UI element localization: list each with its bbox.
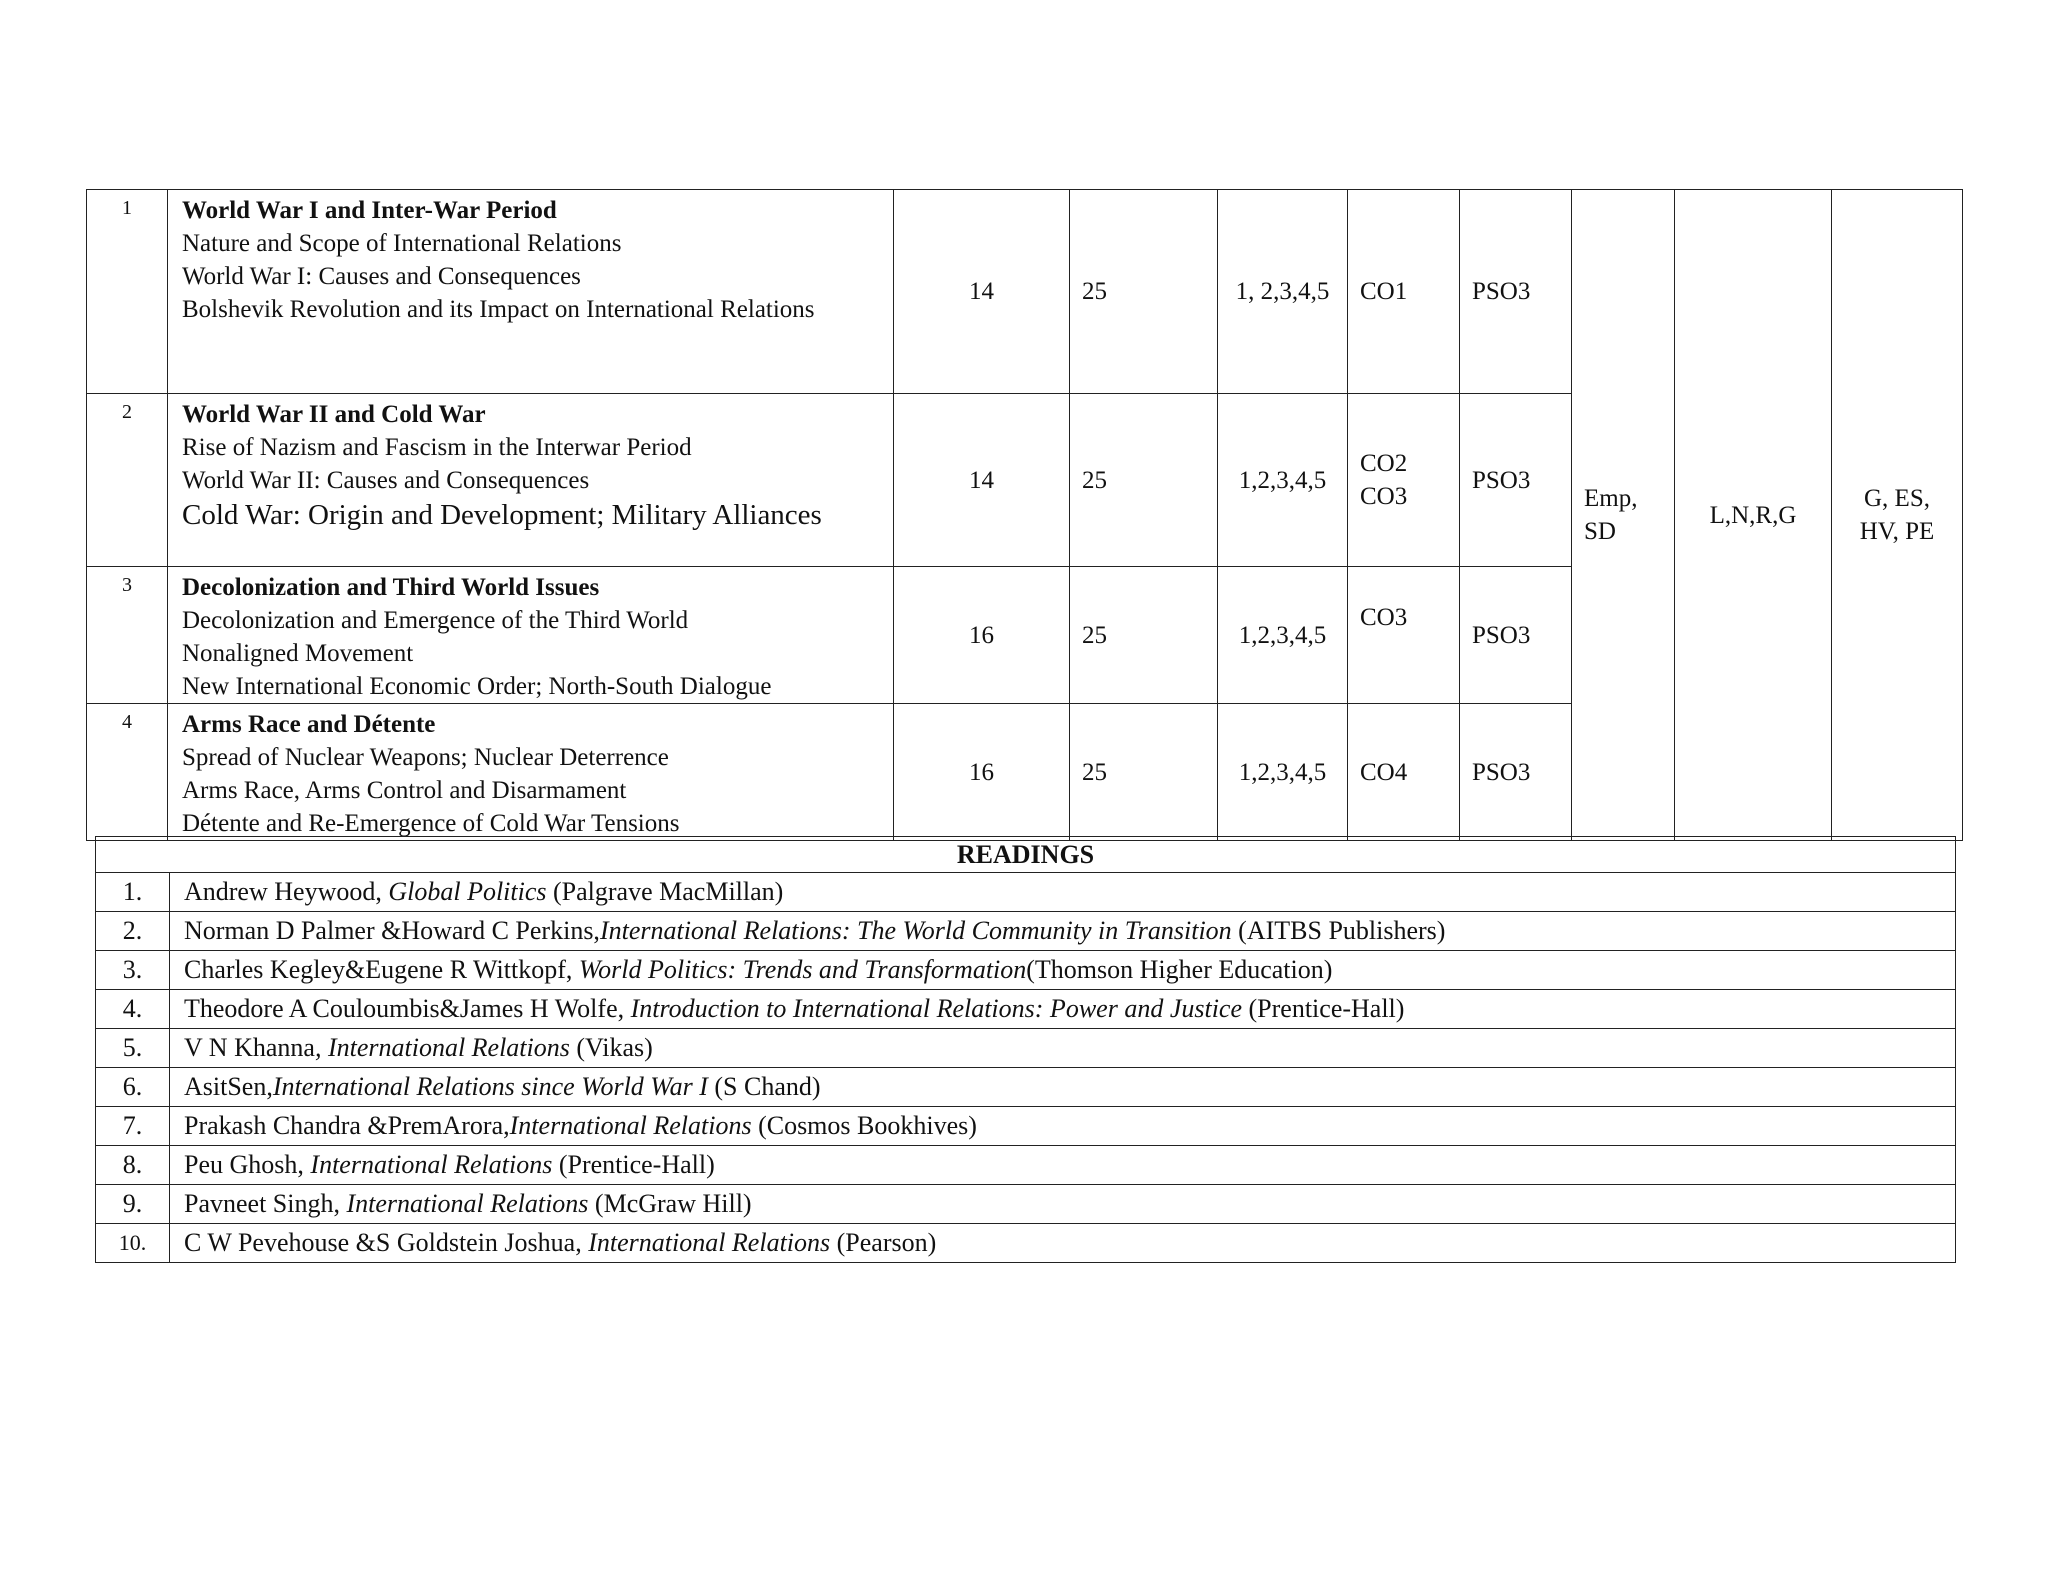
unit-number: 4 (87, 704, 168, 841)
reading-row (96, 1068, 1956, 1107)
pedagogy-line: SD (1584, 518, 1616, 545)
reading-title: International Relations (509, 1111, 752, 1140)
reading-row (96, 951, 1956, 990)
readings-table (95, 836, 1956, 1263)
reading-citation (170, 873, 1956, 912)
readings-list (96, 873, 1956, 1263)
unit-levels: 1,2,3,4,5 (1218, 704, 1348, 841)
reading-title: World Politics: Trends and Transformation (578, 955, 1027, 984)
unit-hours: 14 (894, 190, 1070, 394)
unit-topic: Détente and Re-Emergence of Cold War Tensions (182, 810, 680, 837)
modes-cell: L,N,R,G (1675, 190, 1832, 841)
reading-number: 8. (96, 1146, 170, 1185)
reading-number: 2. (96, 912, 170, 951)
values-line: G, ES, (1864, 485, 1930, 512)
readings-header-row (96, 837, 1956, 873)
reading-publisher: (Palgrave MacMillan) (546, 877, 784, 906)
reading-number: 7. (96, 1107, 170, 1146)
reading-author: C W Pevehouse &S Goldstein Joshua, (184, 1228, 589, 1257)
reading-publisher: (AITBS Publishers) (1231, 916, 1446, 945)
unit-topic: World War I: Causes and Consequences (182, 263, 581, 290)
unit-number: 3 (87, 567, 168, 704)
unit-marks: 25 (1070, 394, 1218, 567)
unit-content (168, 394, 894, 567)
reading-author: Andrew Heywood, (184, 877, 389, 906)
unit-content (168, 190, 894, 394)
unit-co (1348, 394, 1460, 567)
co-code: CO3 (1360, 483, 1408, 510)
unit-pso: PSO3 (1460, 567, 1572, 704)
unit-pso: PSO3 (1460, 394, 1572, 567)
reading-title: International Relations (346, 1189, 589, 1218)
unit-pso: PSO3 (1460, 704, 1572, 841)
unit-title: World War I and Inter-War Period (182, 197, 557, 224)
pedagogy-cell (1572, 190, 1675, 841)
unit-title: Decolonization and Third World Issues (182, 574, 600, 601)
reading-author: Pavneet Singh, (184, 1189, 347, 1218)
reading-publisher: (Prentice-Hall) (552, 1150, 715, 1179)
unit-co: CO1 (1348, 190, 1460, 394)
reading-row (96, 1185, 1956, 1224)
reading-author: Norman D Palmer &Howard C Perkins, (184, 916, 600, 945)
unit-row-1 (87, 190, 1963, 394)
reading-author: AsitSen, (184, 1072, 273, 1101)
reading-title: Global Politics (388, 877, 547, 906)
reading-citation (170, 1107, 1956, 1146)
reading-citation (170, 990, 1956, 1029)
unit-title: World War II and Cold War (182, 401, 486, 428)
pedagogy-line: Emp, (1584, 485, 1638, 512)
reading-publisher: (Cosmos Bookhives) (751, 1111, 977, 1140)
reading-row (96, 873, 1956, 912)
reading-title: International Relations (310, 1150, 553, 1179)
reading-publisher: (Prentice-Hall) (1242, 994, 1405, 1023)
unit-topic: Arms Race, Arms Control and Disarmament (182, 777, 627, 804)
reading-publisher: (Pearson) (830, 1228, 937, 1257)
unit-hours: 16 (894, 567, 1070, 704)
unit-levels: 1,2,3,4,5 (1218, 567, 1348, 704)
reading-number: 5. (96, 1029, 170, 1068)
reading-row (96, 1029, 1956, 1068)
unit-topic: World War II: Causes and Consequences (182, 467, 590, 494)
unit-topic: Nature and Scope of International Relations (182, 230, 622, 257)
unit-topic: Decolonization and Emergence of the Third World (182, 607, 689, 634)
reading-citation (170, 1185, 1956, 1224)
unit-topic: Rise of Nazism and Fascism in the Interwar Period (182, 434, 692, 461)
unit-pso: PSO3 (1460, 190, 1572, 394)
reading-number: 6. (96, 1068, 170, 1107)
reading-publisher: (Thomson Higher Education) (1026, 955, 1333, 984)
reading-title: International Relations: The World Community in Transition (599, 916, 1232, 945)
readings-heading: READINGS (96, 837, 1956, 873)
reading-author: Prakash Chandra &PremArora, (184, 1111, 510, 1140)
reading-author: Theodore A Couloumbis&James H Wolfe, (184, 994, 631, 1023)
co-code: CO2 (1360, 450, 1408, 477)
unit-co: CO3 (1348, 567, 1460, 704)
reading-author: Peu Ghosh, (184, 1150, 311, 1179)
reading-publisher: (McGraw Hill) (588, 1189, 752, 1218)
unit-content (168, 567, 894, 704)
reading-citation (170, 1068, 1956, 1107)
unit-topic: Cold War: Origin and Development; Military Alliances (182, 499, 822, 531)
units-table (86, 189, 1963, 841)
reading-row (96, 990, 1956, 1029)
unit-number: 2 (87, 394, 168, 567)
reading-number: 1. (96, 873, 170, 912)
unit-marks: 25 (1070, 190, 1218, 394)
unit-title: Arms Race and Détente (182, 711, 436, 738)
reading-number: 3. (96, 951, 170, 990)
values-line: HV, PE (1859, 518, 1935, 545)
unit-topic: Nonaligned Movement (182, 640, 414, 667)
unit-marks: 25 (1070, 567, 1218, 704)
reading-number: 9. (96, 1185, 170, 1224)
unit-topic: Spread of Nuclear Weapons; Nuclear Deterrence (182, 744, 669, 771)
reading-author: V N Khanna (184, 1033, 315, 1062)
reading-row (96, 912, 1956, 951)
unit-co: CO4 (1348, 704, 1460, 841)
reading-title: International Relations (588, 1228, 831, 1257)
unit-topic: New International Economic Order; North-South Dialogue (182, 673, 772, 700)
reading-title: , International Relations (314, 1033, 570, 1062)
reading-title: International Relations since World War I (272, 1072, 708, 1101)
unit-number: 1 (87, 190, 168, 394)
reading-row (96, 1224, 1956, 1263)
reading-title: Introduction to International Relations: Power and Justice (630, 994, 1243, 1023)
reading-number: 4. (96, 990, 170, 1029)
reading-citation (170, 1224, 1956, 1263)
unit-topic: Bolshevik Revolution and its Impact on International Relations (182, 296, 815, 323)
reading-publisher: (S Chand) (707, 1072, 821, 1101)
reading-author: Charles Kegley&Eugene R Wittkopf, (184, 955, 579, 984)
unit-levels: 1,2,3,4,5 (1218, 394, 1348, 567)
reading-row (96, 1146, 1956, 1185)
reading-citation (170, 912, 1956, 951)
values-cell (1832, 190, 1963, 841)
unit-levels: 1, 2,3,4,5 (1218, 190, 1348, 394)
unit-content (168, 704, 894, 841)
unit-hours: 14 (894, 394, 1070, 567)
reading-row (96, 1107, 1956, 1146)
unit-marks: 25 (1070, 704, 1218, 841)
reading-citation (170, 1146, 1956, 1185)
reading-citation (170, 1029, 1956, 1068)
reading-citation (170, 951, 1956, 990)
reading-publisher: (Vikas) (569, 1033, 653, 1062)
unit-hours: 16 (894, 704, 1070, 841)
reading-number: 10. (96, 1224, 170, 1263)
